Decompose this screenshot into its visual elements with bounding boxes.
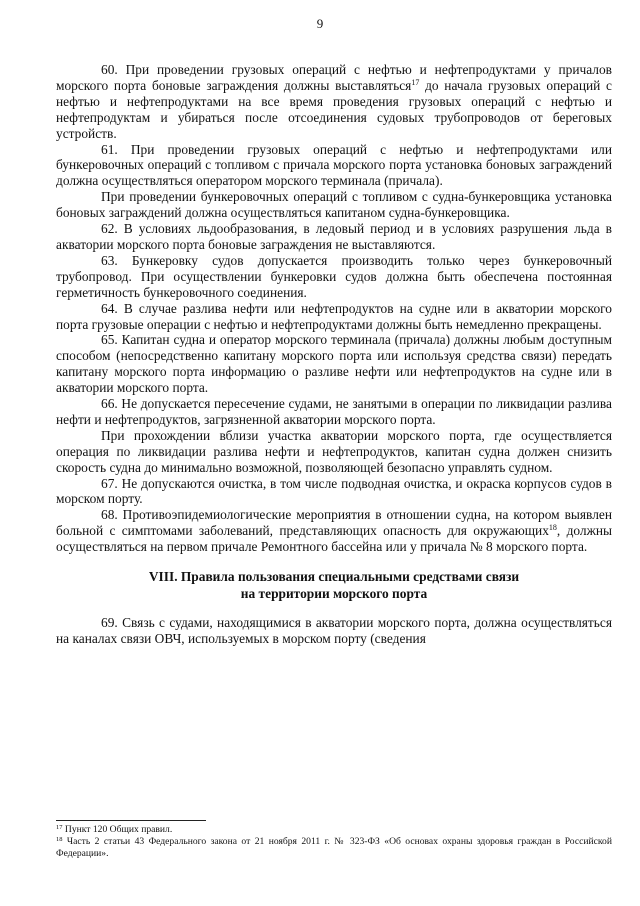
section-heading-line-2: на территории морского порта <box>240 586 428 602</box>
footnote-17-text: Пункт 120 Общих правил. <box>62 824 173 835</box>
paragraph-60-text-b: до начала грузовых операций с нефтью и нефтепродуктами на все время проведения грузовых операций с нефтью и нефтепродуктам и убираться после отсоединения судовых трубопроводов от береговых устройств. <box>56 77 612 141</box>
footnote-18-mark: 18 <box>56 836 63 843</box>
paragraph-63: 63. Бункеровку судов допускается производить только через бункеровочный трубопровод. При осуществлении бункеровки судов должна быть обеспечена постоянная герметичность бункеровочного соединения. <box>56 252 612 300</box>
paragraph-65: 65. Капитан судна и оператор морского терминала (причала) должны любым доступным способом (непосредственно капитану морского порта или используя средства связи) передать капитану морского порта информацию о разливе нефти или нефтепродуктов на судне или в акватории морского порта. <box>56 332 612 396</box>
paragraph-61-continued: При проведении бункеровочных операций с топливом с судна-бункеровщика установка боновых заграждений должна осуществляться капитаном судна-бункеровщика. <box>56 189 612 221</box>
section-heading <box>56 568 612 602</box>
paragraph-68 <box>56 507 612 555</box>
document-body <box>56 62 612 647</box>
footnote-18-text: Часть 2 статьи 43 Федерального закона от 21 ноября 2011 г. № 323-ФЗ «Об основах охраны здоровья граждан в Российской Федерации». <box>56 836 612 859</box>
page-number: 9 <box>316 16 324 31</box>
section-heading-line-1: VIII. Правила пользования специальными средствами связи <box>148 569 520 585</box>
footnote-18 <box>56 836 612 860</box>
footnotes <box>56 824 612 860</box>
paragraph-62: 62. В условиях льдообразования, в ледовый период и в условиях разрушения льда в акватории морского порта боновые заграждения не выставляются. <box>56 221 612 252</box>
paragraph-61: 61. При проведении грузовых операций с нефтью и нефтепродуктами или бункеровочных операций с топливом с причала морского порта установка боновых заграждений должна осуществляться оператором морского терминала (причала). <box>56 141 612 189</box>
footnote-17 <box>56 824 612 836</box>
paragraph-66: 66. Не допускается пересечение судами, не занятыми в операции по ликвидации разлива нефти и нефтепродуктов, загрязненной акватории морского порта. <box>56 396 612 427</box>
footnote-ref-18[interactable]: 18 <box>548 523 557 533</box>
paragraph-67: 67. Не допускаются очистка, в том числе подводная очистка, и окраска корпусов судов в морском порту. <box>56 475 612 507</box>
paragraph-64: 64. В случае разлива нефти или нефтепродуктов на судне или в акватории морского порта грузовые операции с нефтью и нефтепродуктами должны быть немедленно прекращены. <box>56 300 612 332</box>
footnote-ref-17[interactable]: 17 <box>411 77 420 87</box>
paragraph-69: 69. Связь с судами, находящимися в акватории морского порта, должна осуществляться на каналах связи ОВЧ, используемых в морском порту (сведения <box>56 615 612 646</box>
paragraph-60-text-a: 60. При проведении грузовых операций с нефтью и нефтепродуктами у причалов морского порта боновые заграждения должны выставляться <box>56 62 612 93</box>
paragraph-68-text-a: 68. Противоэпидемиологические мероприятия в отношении судна, на котором выявлен больной с симптомами заболеваний, представляющих опасность для окружающих <box>56 507 612 539</box>
paragraph-60 <box>56 62 612 142</box>
paragraph-68-text-b: , должны осуществляться на первом причале Ремонтного бассейна или у причала № 8 морского порта. <box>56 523 613 555</box>
footnote-divider <box>56 820 206 821</box>
paragraph-66-continued: При прохождении вблизи участка акватории морского порта, где осуществляется операция по ликвидации разлива нефти и нефтепродуктов, капитан судна должен снизить скорость судна до минимально возможной, позволяющей безопасно управлять судном. <box>56 427 612 475</box>
footnote-17-mark: 17 <box>56 824 63 831</box>
